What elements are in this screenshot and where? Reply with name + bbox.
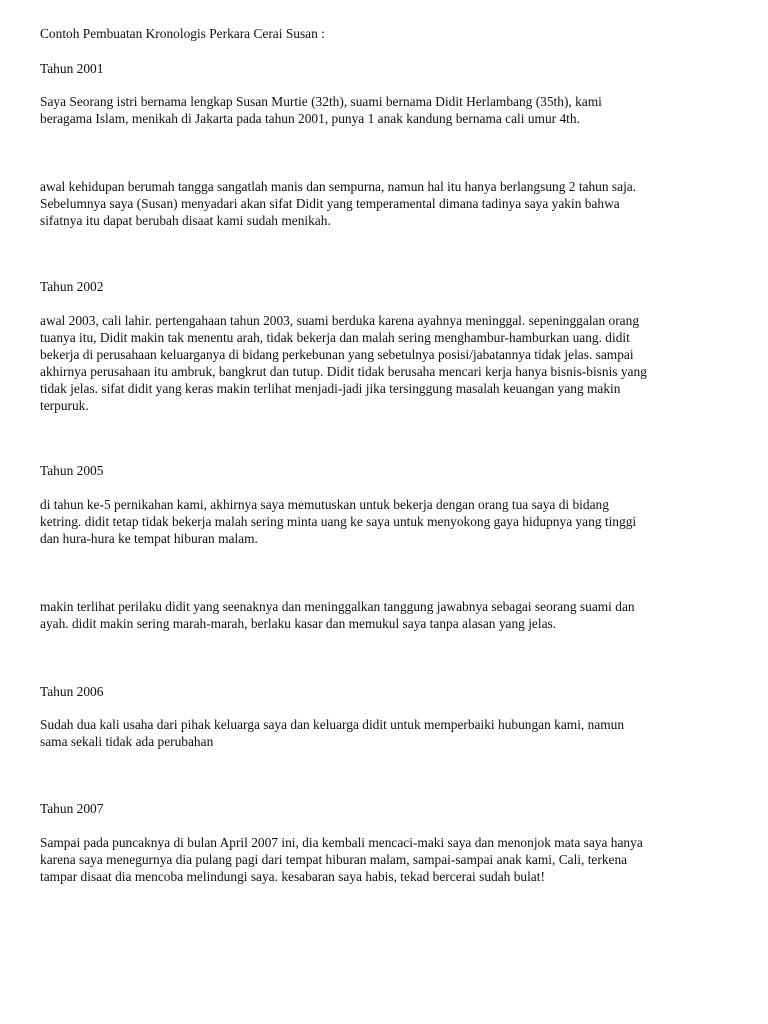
- section-heading-2001: Tahun 2001: [40, 61, 104, 76]
- section-heading-2002: Tahun 2002: [40, 279, 104, 294]
- text-line: Saya Seorang istri bernama lengkap Susan Murtie (32th), suami bernama Didit Herlambang (35th), kami: [40, 94, 602, 109]
- text-line: tidak jelas. sifat didit yang keras makin terlihat menjadi-jadi jika tersinggung masalah keuangan yang makin: [40, 381, 621, 396]
- text-line: Sudah dua kali usaha dari pihak keluarga saya dan keluarga didit untuk memperbaiki hubungan kami, namun: [40, 717, 625, 732]
- text-line: awal kehidupan berumah tangga sangatlah manis dan sempurna, namun hal itu hanya berlangsung 2 tahun saja.: [40, 179, 637, 194]
- text-line: Sebelumnya saya (Susan) menyadari akan sifat Didit yang temperamental dimana tadinya saya yakin bahwa: [40, 196, 620, 211]
- text-line: beragama Islam, menikah di Jakarta pada tahun 2001, punya 1 anak kandung bernama cali umur 4th.: [40, 111, 580, 126]
- text-line: tampar disaat dia mencoba melindungi saya. kesabaran saya habis, tekad bercerai sudah bulat!: [40, 869, 545, 884]
- text-line: akhirnya perusahaan itu ambruk, bangkrut dan tutup. Didit tidak berusaha mencari kerja hanya bisnis-bisnis yang: [40, 364, 647, 379]
- section-heading-2005: Tahun 2005: [40, 463, 104, 478]
- text-line: terpuruk.: [40, 398, 89, 413]
- document-title: Contoh Pembuatan Kronologis Perkara Cerai Susan :: [40, 26, 325, 41]
- text-line: Sampai pada puncaknya di bulan April 2007 ini, dia kembali mencaci-maki saya dan menonjok mata saya hanya: [40, 835, 643, 850]
- section-heading-2007: Tahun 2007: [40, 801, 104, 816]
- text-line: di tahun ke-5 pernikahan kami, akhirnya saya memutuskan untuk bekerja dengan orang tua saya di bidang: [40, 497, 609, 512]
- text-line: ketring. didit tetap tidak bekerja malah sering minta uang ke saya untuk menyokong gaya hidupnya yang tinggi: [40, 514, 637, 529]
- section-heading-2006: Tahun 2006: [40, 684, 104, 699]
- text-line: sifatnya itu dapat berubah disaat kami sudah menikah.: [40, 213, 331, 228]
- text-line: ayah. didit makin sering marah-marah, berlaku kasar dan memukul saya tanpa alasan yang jelas.: [40, 616, 557, 631]
- text-line: dan hura-hura ke tempat hiburan malam.: [40, 531, 258, 546]
- text-line: sama sekali tidak ada perubahan: [40, 734, 214, 749]
- text-line: awal 2003, cali lahir. pertengahaan tahun 2003, suami berduka karena ayahnya meninggal. sepeninggalan orang: [40, 313, 640, 328]
- text-line: karena saya menegurnya dia pulang pagi dari tempat hiburan malam, sampai-sampai anak kami, Cali, terkena: [40, 852, 628, 867]
- text-line: makin terlihat perilaku didit yang seenaknya dan meninggalkan tanggung jawabnya sebagai seorang suami dan: [40, 599, 635, 614]
- text-line: bekerja di perusahaan keluarganya di bidang perkebunan yang sebetulnya posisi/jabatannya tidak jelas. sampai: [40, 347, 634, 362]
- text-line: tuanya itu, Didit makin tak menentu arah, tidak bekerja dan malah sering menghambur-hamburkan uang. didit: [40, 330, 630, 345]
